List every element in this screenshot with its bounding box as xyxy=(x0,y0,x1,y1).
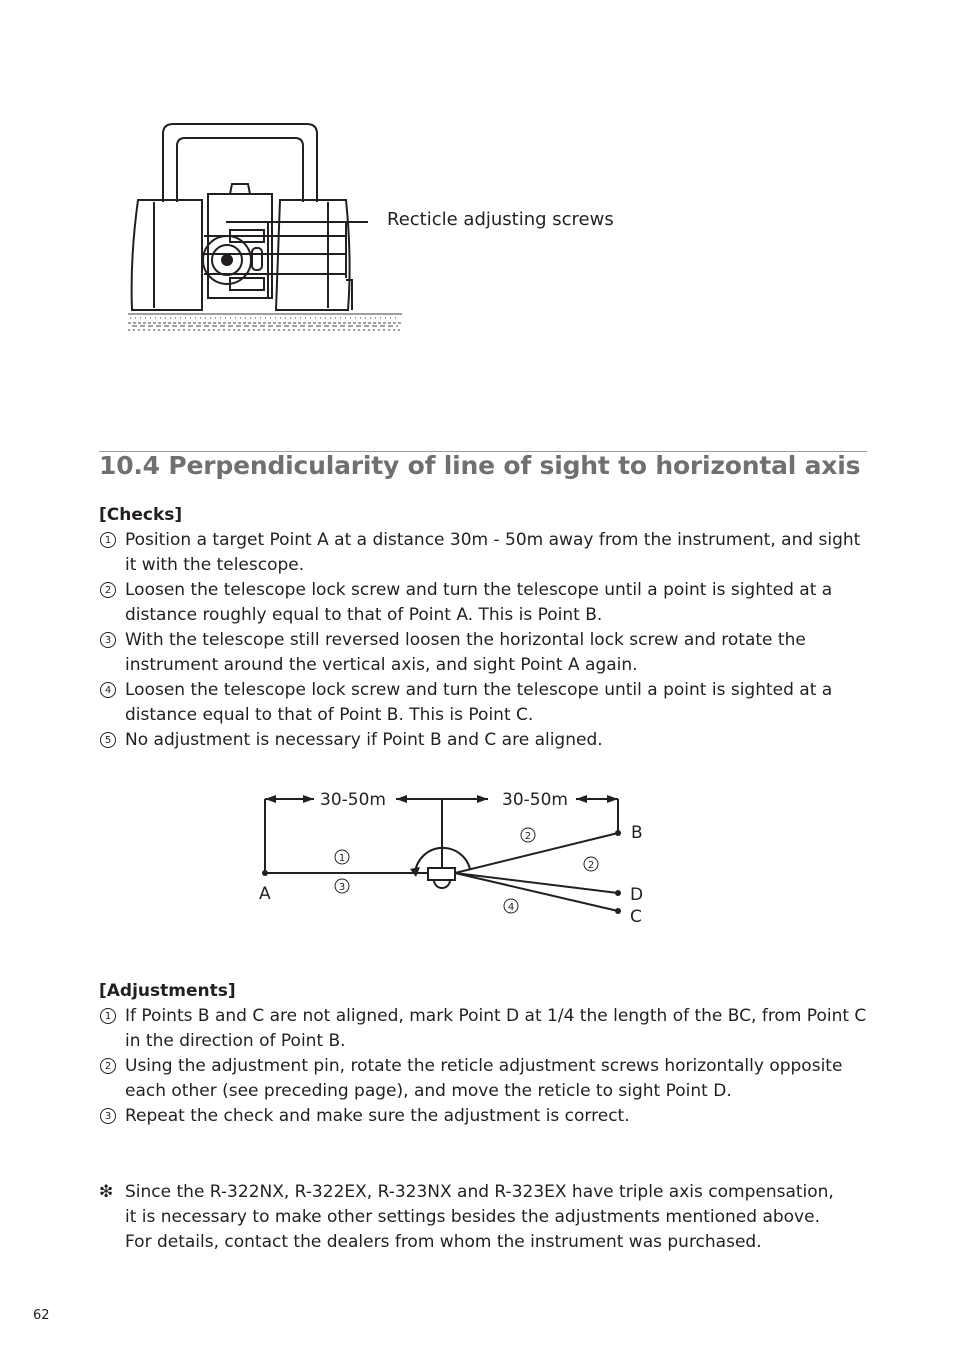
diagram-marker: 3 xyxy=(338,882,346,893)
instrument-reticle-illustration xyxy=(120,118,420,340)
step-number: 5 xyxy=(100,732,116,748)
adjustments-heading: [Adjustments] xyxy=(99,981,236,1001)
point-c-label: C xyxy=(630,907,642,927)
adjustment-step xyxy=(99,1004,869,1054)
page-number: 62 xyxy=(33,1308,50,1323)
note-asterisk-icon: ❇ xyxy=(99,1182,114,1202)
point-b-label: B xyxy=(631,823,643,843)
adjustment-step xyxy=(99,1104,869,1129)
step-text: Loosen the telescope lock screw and turn the telescope until a point is sighted at a distance equal to that of Point B. This is Point C. xyxy=(125,680,833,725)
note-line: Since the R-322NX, R-322EX, R-323NX and R-323EX have triple axis compensation, xyxy=(125,1182,834,1202)
note-line: For details, contact the dealers from whom the instrument was purchased. xyxy=(125,1232,762,1252)
step-text: Repeat the check and make sure the adjustment is correct. xyxy=(125,1106,630,1126)
point-a-label: A xyxy=(259,884,271,904)
diagram-marker: 4 xyxy=(507,902,515,913)
check-step xyxy=(99,628,869,678)
checks-heading: [Checks] xyxy=(99,505,183,525)
section-title: 10.4 Perpendicularity of line of sight to horizontal axis xyxy=(99,451,861,480)
step-text: Position a target Point A at a distance 30m - 50m away from the instrument, and sight it with the telescope. xyxy=(125,530,861,575)
note-line: it is necessary to make other settings besides the adjustments mentioned above. xyxy=(125,1207,820,1227)
step-number: 1 xyxy=(100,1008,116,1024)
step-number: 3 xyxy=(100,1108,116,1124)
reticle-screws-callout-label: Recticle adjusting screws xyxy=(387,209,614,230)
step-text: If Points B and C are not aligned, mark Point D at 1/4 the length of the BC, from Point C in the direction of Point B. xyxy=(125,1006,867,1051)
adjustment-step xyxy=(99,1054,869,1104)
point-d-label: D xyxy=(630,885,644,905)
step-number: 4 xyxy=(100,682,116,698)
diagram-marker: 1 xyxy=(338,853,346,864)
step-text: Using the adjustment pin, rotate the reticle adjustment screws horizontally opposite each other (see preceding page), and move the reticle to sight Point D. xyxy=(125,1056,843,1101)
step-number: 3 xyxy=(100,632,116,648)
check-step xyxy=(99,678,869,728)
check-step xyxy=(99,528,869,578)
step-number: 2 xyxy=(100,582,116,598)
distance-label-left: 30-50m xyxy=(320,790,386,810)
step-text: With the telescope still reversed loosen the horizontal lock screw and rotate the instrument around the vertical axis, and sight Point A again. xyxy=(125,630,806,675)
check-step xyxy=(99,728,869,753)
sight-alignment-diagram xyxy=(250,785,670,930)
step-number: 1 xyxy=(100,532,116,548)
distance-label-right: 30-50m xyxy=(502,790,568,810)
check-step xyxy=(99,578,869,628)
step-number: 2 xyxy=(100,1058,116,1074)
diagram-marker: 2 xyxy=(524,831,532,842)
step-text: No adjustment is necessary if Point B and C are aligned. xyxy=(125,730,603,750)
compensation-note xyxy=(125,1180,865,1255)
diagram-marker: 2 xyxy=(587,860,595,871)
step-text: Loosen the telescope lock screw and turn the telescope until a point is sighted at a distance roughly equal to that of Point A. This is Point B. xyxy=(125,580,833,625)
